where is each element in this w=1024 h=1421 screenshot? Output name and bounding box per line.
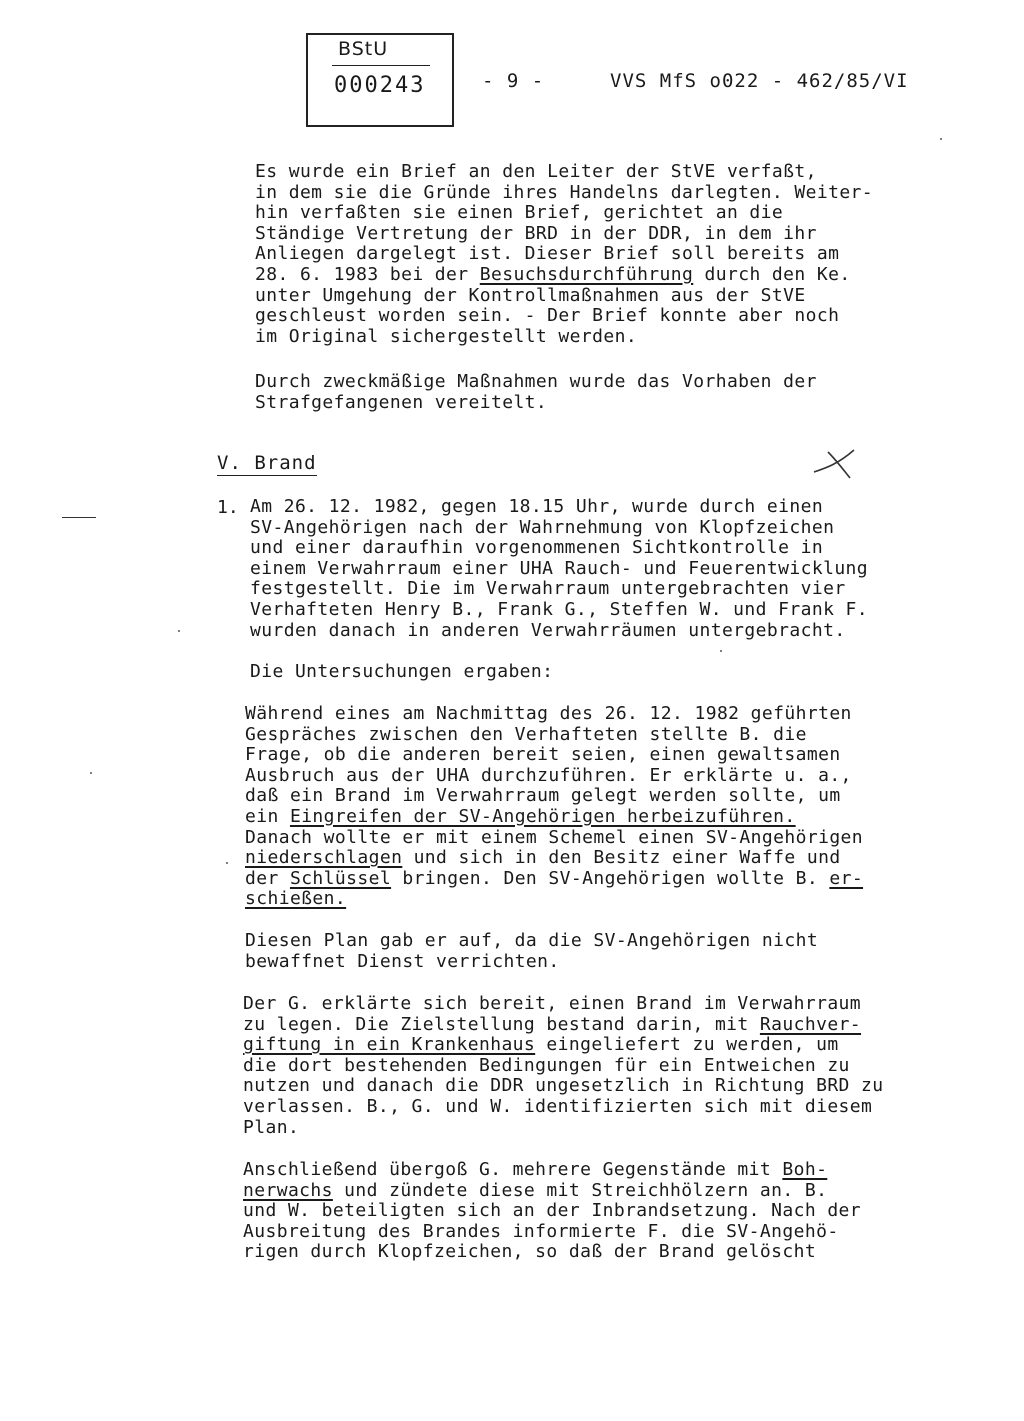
underlined-phrase: niederschlagen <box>245 847 403 869</box>
underlined-phrase: Besuchsdurchführung <box>479 263 694 285</box>
text-line <box>243 1035 884 1056</box>
text-line <box>243 1181 861 1202</box>
text-segment: eingeliefert zu werden, um <box>535 1034 839 1056</box>
text-line: hin verfaßten sie einen Brief, gerichtet an die <box>255 202 784 224</box>
text-line: die dort bestehenden Bedingungen für ein Entweichen zu <box>243 1054 850 1076</box>
text-line: festgestellt. Die im Verwahrraum untergebrachten vier <box>250 578 846 600</box>
text-line: Frage, ob die anderen bereit seien, einen gewaltsamen <box>245 744 841 766</box>
stamp-organization: BStU <box>338 38 389 60</box>
paragraph-plan <box>245 704 863 910</box>
text-line <box>245 869 863 890</box>
stamp-number: 000243 <box>334 73 426 98</box>
text-line: Die Untersuchungen ergaben: <box>250 661 554 682</box>
text-segment: durch den Ke. <box>693 263 851 285</box>
text-segment: der <box>245 867 290 889</box>
document-reference: VVS MfS o022 - 462/85/VI <box>610 70 909 92</box>
text-line: Strafgefangenen vereitelt. <box>255 391 548 413</box>
text-line: geschleust worden sein. - Der Brief konnte aber noch <box>255 305 840 327</box>
text-line <box>245 807 863 828</box>
text-line: Danach wollte er mit einem Schemel einen SV-Angehörigen <box>245 826 864 848</box>
text-line: einem Verwahrraum einer UHA Rauch- und Feuerentwicklung <box>250 557 869 579</box>
text-segment: ein <box>245 805 290 827</box>
paragraph-fire-plan <box>243 994 884 1138</box>
paragraph-investigation-intro <box>250 662 553 683</box>
text-line <box>255 265 873 286</box>
text-line: rigen durch Klopfzeichen, so daß der Brand gelöscht <box>243 1241 817 1263</box>
text-line: daß ein Brand im Verwahrraum gelegt werden sollte, um <box>245 785 841 807</box>
scan-speck <box>178 630 180 632</box>
underlined-phrase: Rauchver- <box>759 1013 862 1035</box>
text-segment: und zündete diese mit Streichhölzern an. B. <box>332 1179 828 1201</box>
handwritten-cross-mark <box>808 442 860 482</box>
paragraph-arson <box>243 1160 861 1263</box>
text-line: bewaffnet Dienst verrichten. <box>245 950 560 972</box>
text-line: Anliegen dargelegt ist. Dieser Brief soll bereits am <box>255 243 840 265</box>
text-line: im Original sichergestellt werden. <box>255 325 638 347</box>
text-line: Ständige Vertretung der BRD in der DDR, in dem ihr <box>255 222 817 244</box>
text-line: und einer daraufhin vorgenommenen Sichtkontrolle in <box>250 537 824 559</box>
text-line <box>245 848 863 869</box>
text-line: nutzen und danach die DDR ungesetzlich in Richtung BRD zu <box>243 1075 884 1097</box>
paragraph-incident <box>250 497 868 641</box>
underlined-phrase: nerwachs <box>243 1179 333 1201</box>
paragraph-letter <box>255 162 873 347</box>
text-line: Plan. <box>243 1116 300 1138</box>
scan-speck <box>90 772 92 774</box>
text-segment: Anschließend übergoß G. mehrere Gegenstände mit <box>243 1159 783 1180</box>
underlined-phrase: er- <box>829 867 864 889</box>
text-line: Ausbruch aus der UHA durchzuführen. Er erklärte u. a., <box>245 764 852 786</box>
text-line <box>243 1015 884 1036</box>
underlined-phrase: Boh- <box>782 1159 828 1180</box>
text-line: Diesen Plan gab er auf, da die SV-Angehörigen nicht <box>245 930 819 951</box>
text-line: Am 26. 12. 1982, gegen 18.15 Uhr, wurde durch einen <box>250 496 824 517</box>
underlined-phrase: schießen. <box>245 888 347 910</box>
underlined-phrase: Schlüssel <box>289 867 392 889</box>
text-line: Verhafteten Henry B., Frank G., Steffen W. und Frank F. <box>250 598 869 620</box>
page-number: - 9 - <box>482 70 545 92</box>
scan-speck <box>940 138 942 140</box>
text-segment: und sich in den Besitz einer Waffe und <box>402 847 841 869</box>
text-line: verlassen. B., G. und W. identifizierten sich mit diesem <box>243 1095 873 1117</box>
text-segment: 28. 6. 1983 bei der <box>255 263 480 285</box>
text-line: Der G. erklärte sich bereit, einen Brand im Verwahrraum <box>243 993 862 1014</box>
archive-stamp <box>306 33 454 127</box>
text-line: Es wurde ein Brief an den Leiter der StVE verfaßt, <box>255 161 817 182</box>
text-line <box>243 1160 861 1181</box>
text-line: unter Umgehung der Kontrollmaßnahmen aus der StVE <box>255 284 806 306</box>
section-heading: V. Brand <box>217 452 317 474</box>
underlined-phrase: giftung in ein Krankenhaus <box>243 1034 536 1056</box>
margin-dash <box>62 517 96 518</box>
text-line: Ausbreitung des Brandes informierte F. die SV-Angehö- <box>243 1220 839 1242</box>
underlined-phrase: Eingreifen der SV-Angehörigen herbeizuführen. <box>289 805 796 827</box>
text-line: und W. beteiligten sich an der Inbrandsetzung. Nach der <box>243 1200 862 1222</box>
paragraph-conclusion <box>255 372 817 413</box>
text-line: Während eines am Nachmittag des 26. 12. 1982 geführten <box>245 703 852 724</box>
text-line: wurden danach in anderen Verwahrräumen untergebracht. <box>250 619 846 641</box>
text-line: Durch zweckmäßige Maßnahmen wurde das Vorhaben der <box>255 371 817 392</box>
paragraph-plan-abandoned <box>245 931 818 972</box>
text-segment: zu legen. Die Zielstellung bestand darin, mit <box>243 1013 760 1035</box>
scan-speck <box>720 650 722 652</box>
text-line <box>245 889 863 910</box>
text-line: Gespräches zwischen den Verhafteten stellte B. die <box>245 723 807 745</box>
text-line: SV-Angehörigen nach der Wahrnehmung von Klopfzeichen <box>250 516 835 538</box>
text-line: in dem sie die Gründe ihres Handelns darlegten. Weiter- <box>255 181 874 203</box>
item-number: 1. <box>217 497 239 518</box>
stamp-divider <box>332 65 430 66</box>
scan-speck <box>226 862 228 864</box>
text-segment: bringen. Den SV-Angehörigen wollte B. <box>391 867 830 889</box>
